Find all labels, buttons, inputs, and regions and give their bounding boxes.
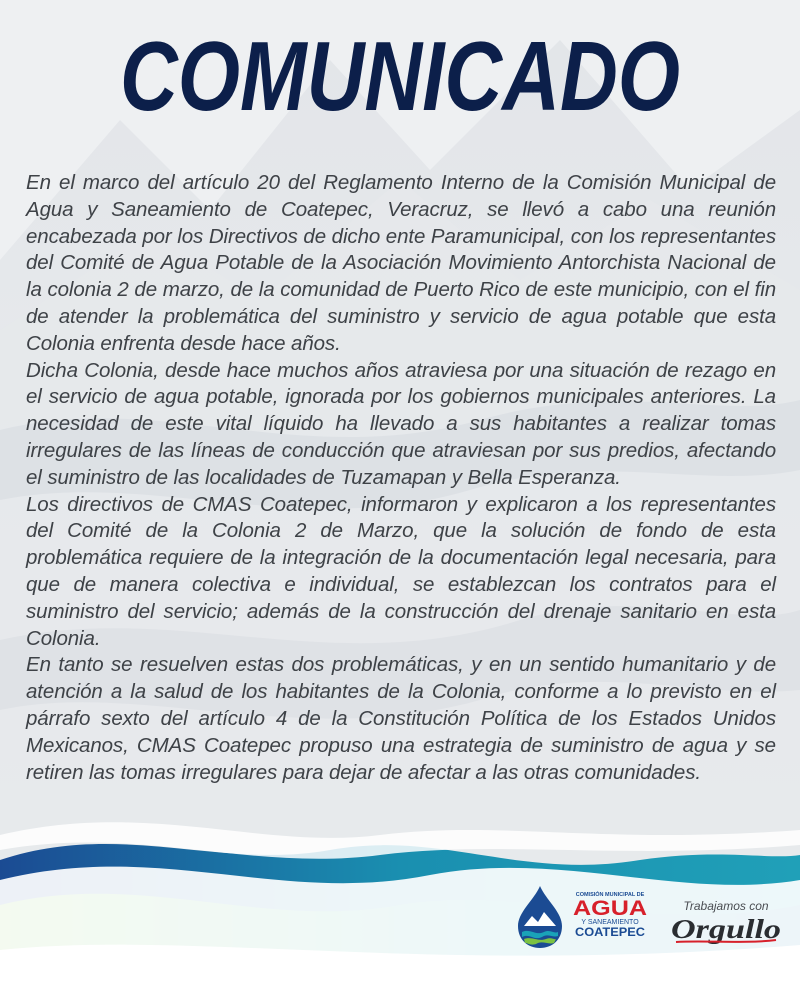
slogan [664,890,788,950]
page-title: COMUNICADO [120,21,680,131]
logo-saneamiento: Y SANEAMIENTO [581,919,639,926]
statement-body [26,170,776,786]
logo-top-line: COMISIÓN MUNICIPAL DE [575,892,645,898]
slogan-line1: Trabajamos con [683,899,769,913]
paragraph: En el marco del artículo 20 del Reglamento Interno de la Comisión Municipal de Agua y Saneamiento de Coatepec, Veracruz, se llevó a cabo una reunión encabezada por los Directivos de dicho ente Paramunicipal, con los representantes del Comité de Agua Potable de la Asociación Movimiento Antorchista Nacional de la colonia 2 de marzo, de la comunidad de Puerto Rico de este municipio, con el fin de atender la problemática del suministro y servicio de agua potable que esta Colonia enfrenta desde hace años. [26,171,776,355]
paragraph: En tanto se resuelven estas dos problemáticas, y en un sentido humanitario y de atención a la salud de los habitantes de la Colonia, conforme a lo previsto en el párrafo sexto del artículo 4 de la Constitución Política de los Estados Unidos Mexicanos, CMAS Coatepec propuso una estrategia de suministro de agua y se retiren las tomas irregulares para dejar de afectar a las otras comunidades. [26,653,776,784]
logo-agua: AGUA [573,897,647,920]
paragraph: Dicha Colonia, desde hace muchos años atraviesa por una situación de rezago en el servicio de agua potable, ignorada por los gobiernos municipales anteriores. La necesidad de este vital líquido ha llevado a sus habitantes a realizar tomas irregulares de las líneas de conducción que atraviesan por sus predios, afectando el suministro de las localidades de Tuzamapan y Bella Esperanza. [26,358,776,489]
logo-coatepec: COATEPEC [575,925,646,939]
slogan-line2: Orgullo [671,914,781,944]
cmas-logo [512,882,652,952]
page-title-graphic [0,18,800,138]
paragraph: Los directivos de CMAS Coatepec, informaron y explicaron a los representantes del Comité de la Colonia 2 de Marzo, que la solución de fondo de esta problemática requiere de la integración de la documentación legal necesaria, para que de manera colectiva e individual, se establezcan los contratos para el suministro del servicio; además de la construcción del drenaje sanitario en esta Colonia. [26,492,776,650]
water-drop-icon [518,886,562,948]
